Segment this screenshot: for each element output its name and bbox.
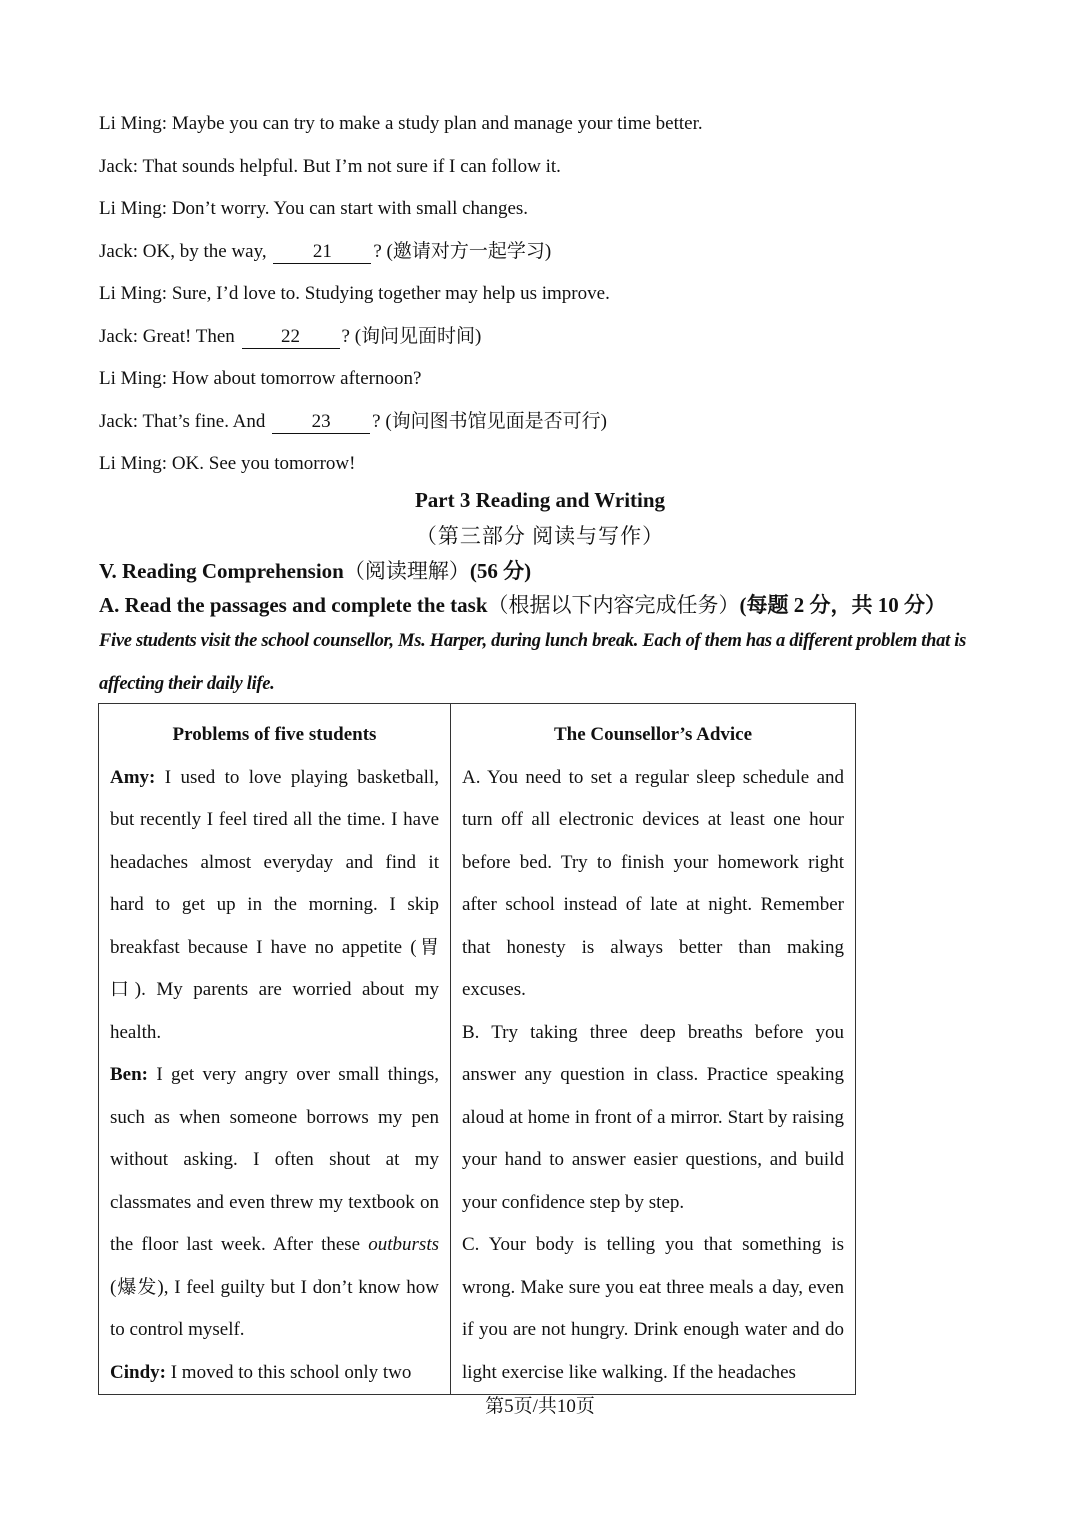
dialogue-line [99, 146, 999, 189]
dialogue-text: Li Ming: Maybe you can try to make a study plan and manage your time better. [99, 113, 703, 134]
dialogue-text: Jack: That’s fine. And [99, 410, 266, 432]
problems-header: Problems of five students [172, 724, 377, 745]
dialogue-line [99, 358, 999, 401]
answer-blank-21[interactable]: 21 [273, 241, 371, 264]
page-number: 第5页/共10页 [485, 1396, 595, 1417]
problem-text: (爆发), I feel guilty but I don’t know how to control myself. [110, 1276, 439, 1340]
answer-blank-23[interactable]: 23 [272, 411, 370, 434]
dialogue-line [99, 231, 999, 274]
dialogue-text: Li Ming: Sure, I’d love to. Studying together may help us improve. [99, 283, 610, 304]
problems-advice-table [98, 703, 856, 1395]
task-intro: Five students visit the school counsellor, Ms. Harper, during lunch break. Each of them has a different problem that is affecting their daily life. [99, 631, 966, 694]
student-name: Cindy: [110, 1361, 166, 1383]
dialogue-text: Jack: OK, by the way, [99, 240, 267, 262]
problems-column [99, 704, 451, 1395]
dialogue-line [99, 443, 999, 486]
section-v-heading [99, 555, 531, 585]
italic-term: outbursts [368, 1234, 439, 1255]
part-title: Part 3 Reading and Writing [414, 488, 666, 512]
blank-hint: ? (询问见面时间) [341, 325, 482, 347]
dialogue-text: Li Ming: OK. See you tomorrow! [99, 453, 356, 474]
section-v-chinese: （阅读理解） [343, 559, 470, 583]
problem-ben [110, 1054, 439, 1352]
section-v-score: (56 分) [469, 559, 532, 583]
dialogue-text: Li Ming: Don’t worry. You can start with small changes. [99, 198, 529, 219]
section-a-heading [99, 589, 946, 619]
problem-cindy [110, 1352, 439, 1395]
problem-text: I used to love playing basketball, but recently I feel tired all the time. I have headaches almost everyday and find it hard to get up in the morning. I skip breakfast because I have no appetite (胃口). My parents are worried about my health. [110, 766, 439, 1043]
part-subtitle: （第三部分 阅读与写作） [415, 524, 665, 548]
dialogue-text: Jack: Great! Then [99, 325, 235, 347]
problem-text: I get very angry over small things, such as when someone borrows my pen without asking. I often shout at my classmates and even threw my textbook on the floor last week. After these [110, 1064, 439, 1255]
advice-a: A. You need to set a regular sleep schedule and turn off all electronic devices at least one hour before bed. Try to finish your homework right after school instead of late at night. Remember that honesty is always better than making excuses. [462, 766, 844, 1000]
section-a-chinese: （根据以下内容完成任务） [487, 593, 740, 617]
advice-b: B. Try taking three deep breaths before you answer any question in class. Practice speaking aloud at home in front of a mirror. Start by raising your hand to answer easier questions, and build your confidence step by step. [462, 1021, 844, 1213]
student-name: Ben: [110, 1064, 148, 1085]
section-a-title: A. Read the passages and complete the task [99, 593, 488, 617]
dialogue-line [99, 401, 999, 444]
dialogue-line [99, 188, 999, 231]
dialogue-text: Li Ming: How about tomorrow afternoon? [99, 368, 422, 389]
dialogue [99, 103, 999, 486]
blank-hint: ? (询问图书馆见面是否可行) [372, 410, 607, 432]
advice-c: C. Your body is telling you that something is wrong. Make sure you eat three meals a day, even if you are not hungry. Drink enough water and do light exercise like walking. If the headaches [462, 1234, 844, 1383]
dialogue-line [99, 273, 999, 316]
problem-text: I moved to this school only two [165, 1361, 412, 1383]
advice-header: The Counsellor’s Advice [553, 724, 753, 745]
dialogue-line [99, 316, 999, 359]
dialogue-text: Jack: That sounds helpful. But I’m not sure if I can follow it. [99, 155, 561, 177]
section-v-title: V. Reading Comprehension [99, 559, 344, 583]
answer-blank-22[interactable]: 22 [242, 326, 340, 349]
blank-hint: ? (邀请对方一起学习) [373, 240, 552, 262]
advice-column [451, 704, 856, 1395]
student-name: Amy: [110, 766, 156, 788]
dialogue-line [99, 103, 999, 146]
problem-amy [110, 757, 439, 1055]
section-a-score: (每题 2 分，共 10 分） [739, 593, 946, 617]
